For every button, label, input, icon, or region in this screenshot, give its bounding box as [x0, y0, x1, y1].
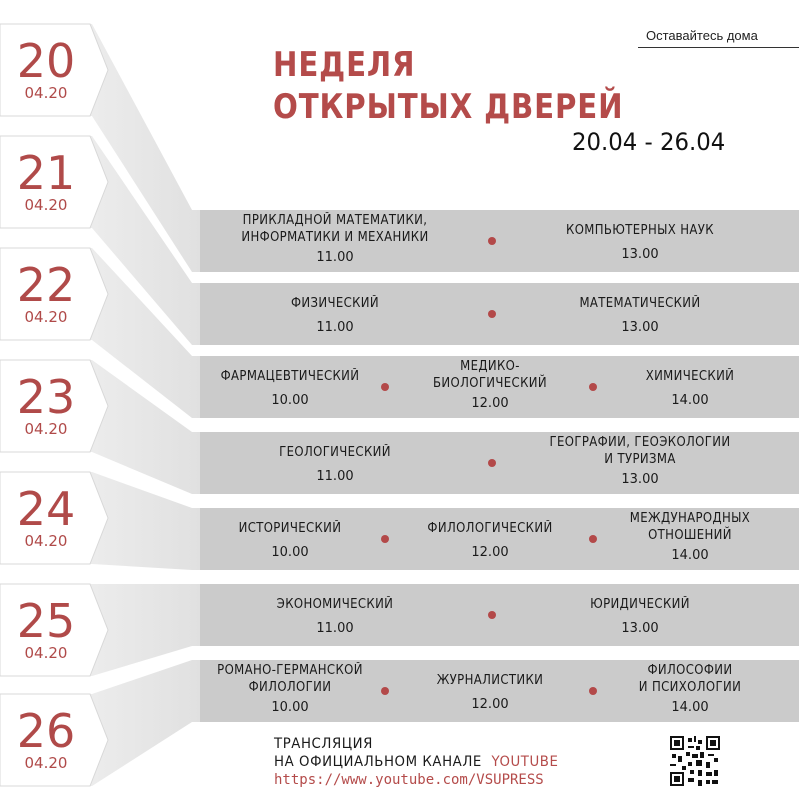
faculty-item: [570, 662, 799, 715]
faculty-name: ЖУРНАЛИСТИКИ: [436, 673, 544, 688]
faculty-time: 11.00: [316, 250, 354, 265]
youtube-link[interactable]: https://www.youtube.com/VSUPRESS: [274, 772, 544, 788]
day-number: 20: [16, 34, 76, 88]
day-label: [0, 258, 92, 326]
youtube-label: YOUTUBE: [491, 754, 559, 770]
day-number: 23: [16, 370, 76, 424]
date-range: 20.04 - 26.04: [572, 128, 726, 156]
faculty-item: [520, 596, 760, 636]
faculty-time: 12.00: [471, 697, 509, 712]
day-number: 24: [16, 482, 76, 536]
faculty-time: 13.00: [621, 472, 659, 487]
faculty-time: 10.00: [271, 393, 309, 408]
title-line-2: ОТКРЫТЫХ ДВЕРЕЙ: [273, 87, 624, 127]
faculty-name: КОМПЬЮТЕРНЫХ НАУК: [566, 223, 714, 238]
faculty-item: [215, 596, 455, 636]
faculty-name: ГЕОЛОГИЧЕСКИЙ: [279, 445, 391, 460]
faculty-item: [570, 368, 799, 408]
faculty-time: 13.00: [621, 247, 659, 262]
faculty-name: МАТЕМАТИЧЕСКИЙ: [579, 296, 701, 311]
separator-dot: [381, 383, 389, 391]
faculty-item: [570, 510, 799, 563]
faculty-time: 13.00: [621, 621, 659, 636]
broadcast-info: [274, 735, 558, 771]
faculty-name: РОМАНО-ГЕРМАНСКОЙ ФИЛОЛОГИИ: [217, 663, 363, 695]
faculty-item: [215, 295, 455, 335]
faculty-name: ФИЗИЧЕСКИЙ: [290, 296, 380, 311]
day-label: [0, 704, 92, 772]
faculty-name: ПРИКЛАДНОЙ МАТЕМАТИКИ, ИНФОРМАТИКИ И МЕХАНИКИ: [241, 213, 429, 245]
faculty-name: ФАРМАЦЕВТИЧЕСКИЙ: [220, 369, 360, 384]
faculty-name: ХИМИЧЕСКИЙ: [645, 369, 735, 384]
broadcast-line-2-text: НА ОФИЦИАЛЬНОМ КАНАЛЕ: [274, 754, 482, 770]
page-title: [273, 44, 623, 128]
day-label: [0, 594, 92, 662]
separator-dot: [589, 687, 597, 695]
faculty-time: 14.00: [671, 700, 709, 715]
separator-dot: [589, 535, 597, 543]
faculty-name: ФИЛОСОФИИ И ПСИХОЛОГИИ: [638, 663, 742, 695]
separator-dot: [488, 611, 496, 619]
faculty-item: [520, 295, 760, 335]
faculty-time: 12.00: [471, 545, 509, 560]
faculty-name: МЕЖДУНАРОДНЫХ ОТНОШЕНИЙ: [629, 511, 751, 543]
day-label: [0, 370, 92, 438]
separator-dot: [381, 535, 389, 543]
day-month: 04.20: [24, 532, 68, 550]
day-label: [0, 146, 92, 214]
day-number: 22: [16, 258, 76, 312]
faculty-name: ЮРИДИЧЕСКИЙ: [590, 597, 690, 612]
day-month: 04.20: [24, 754, 68, 772]
qr-code-icon: [670, 736, 720, 786]
day-month: 04.20: [24, 308, 68, 326]
day-month: 04.20: [24, 644, 68, 662]
faculty-time: 11.00: [316, 621, 354, 636]
day-label: [0, 482, 92, 550]
separator-dot: [488, 310, 496, 318]
faculty-time: 10.00: [271, 545, 309, 560]
stay-home-label: Оставайтесь дома: [638, 28, 799, 48]
faculty-name: ГЕОГРАФИИ, ГЕОЭКОЛОГИИ И ТУРИЗМА: [549, 435, 731, 467]
day-month: 04.20: [24, 196, 68, 214]
title-line-1: НЕДЕЛЯ: [273, 45, 416, 85]
faculty-name: ФИЛОЛОГИЧЕСКИЙ: [427, 521, 553, 536]
day-number: 21: [16, 146, 76, 200]
separator-dot: [488, 459, 496, 467]
faculty-name: ЭКОНОМИЧЕСКИЙ: [276, 597, 394, 612]
faculty-time: 14.00: [671, 393, 709, 408]
day-label: [0, 34, 92, 102]
day-number: 26: [16, 704, 76, 758]
faculty-name: МЕДИКО- БИОЛОГИЧЕСКИЙ: [433, 359, 547, 391]
separator-dot: [589, 383, 597, 391]
faculty-time: 11.00: [316, 469, 354, 484]
faculty-time: 12.00: [471, 396, 509, 411]
faculty-time: 14.00: [671, 548, 709, 563]
separator-dot: [488, 237, 496, 245]
broadcast-line-2: [274, 753, 558, 771]
faculty-item: [520, 222, 760, 262]
day-month: 04.20: [24, 420, 68, 438]
faculty-time: 10.00: [271, 700, 309, 715]
day-month: 04.20: [24, 84, 68, 102]
day-number: 25: [16, 594, 76, 648]
faculty-time: 13.00: [621, 320, 659, 335]
faculty-item: [520, 434, 760, 487]
faculty-item: [215, 212, 455, 265]
faculty-item: [215, 444, 455, 484]
broadcast-line-1: ТРАНСЛЯЦИЯ: [274, 736, 373, 752]
faculty-name: ИСТОРИЧЕСКИЙ: [238, 521, 342, 536]
separator-dot: [381, 687, 389, 695]
faculty-time: 11.00: [316, 320, 354, 335]
